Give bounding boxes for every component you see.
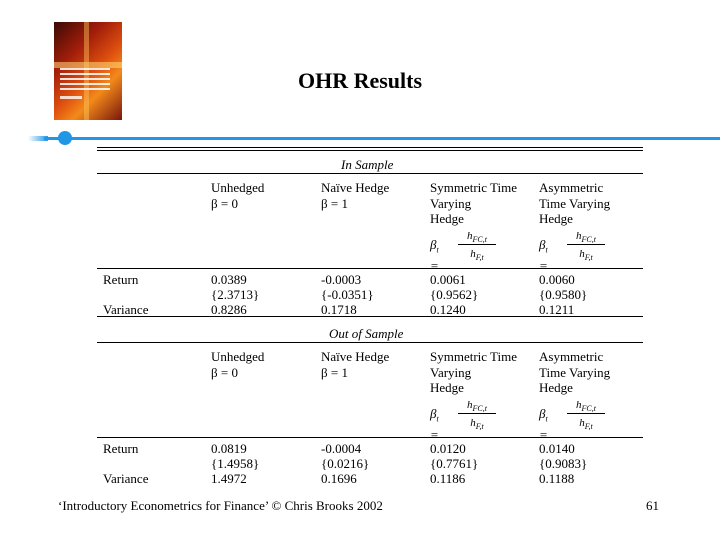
in-sample-bottom-rule: [97, 316, 643, 317]
page-number: 61: [646, 498, 659, 513]
cell: {-0.0351}: [321, 287, 374, 302]
title-rule: [44, 137, 720, 140]
cell: {2.3713}: [211, 287, 260, 302]
header-symmetric-2: Varying: [430, 365, 472, 380]
cell: -0.0004: [321, 441, 362, 456]
cell: {0.7761}: [430, 456, 479, 471]
cell: 0.1718: [321, 302, 357, 317]
cell: {0.0216}: [321, 456, 370, 471]
cell: 0.0389: [211, 272, 247, 287]
out-of-sample-label: Out of Sample: [329, 326, 404, 341]
header-symmetric-2: Varying: [430, 196, 472, 211]
header-bottom-rule: [97, 268, 643, 269]
cell: 0.0140: [539, 441, 575, 456]
cell: 0.1240: [430, 302, 466, 317]
header-naive-beta: β = 1: [321, 365, 348, 380]
cell: {0.9580}: [539, 287, 588, 302]
header-naive: Naïve Hedge: [321, 180, 390, 195]
header-bottom-rule: [97, 437, 643, 438]
header-asymmetric-2: Time Varying: [539, 196, 611, 211]
cell: 0.0819: [211, 441, 247, 456]
cell: {0.9083}: [539, 456, 588, 471]
cell: -0.0003: [321, 272, 362, 287]
header-naive: Naïve Hedge: [321, 349, 390, 364]
book-cover-image: [54, 22, 122, 120]
cell: {1.4958}: [211, 456, 260, 471]
row-label-variance: Variance: [103, 471, 149, 486]
cell: 0.8286: [211, 302, 247, 317]
header-unhedged: Unhedged: [211, 349, 265, 364]
cell: 0.1696: [321, 471, 357, 486]
header-asymmetric-3: Hedge: [539, 211, 573, 226]
header-unhedged: Unhedged: [211, 180, 265, 195]
header-unhedged-beta: β = 0: [211, 365, 238, 380]
row-label-return: Return: [103, 441, 139, 456]
cell: 0.0061: [430, 272, 466, 287]
cell: 0.1211: [539, 302, 575, 317]
row-label-variance: Variance: [103, 302, 149, 317]
table-top-rule-2: [97, 150, 643, 151]
header-naive-beta: β = 1: [321, 196, 348, 211]
table-top-rule: [97, 147, 643, 148]
header-symmetric-3: Hedge: [430, 380, 464, 395]
header-asymmetric: Asymmetric: [539, 180, 604, 195]
cell: 0.1186: [430, 471, 466, 486]
slide-title: OHR Results: [297, 68, 423, 93]
cell: 0.0120: [430, 441, 466, 456]
cell: 1.4972: [211, 471, 247, 486]
cell: 0.0060: [539, 272, 575, 287]
header-asymmetric-3: Hedge: [539, 380, 573, 395]
section-rule: [97, 342, 643, 343]
header-asymmetric: Asymmetric: [539, 349, 604, 364]
header-unhedged-beta: β = 0: [211, 196, 238, 211]
footer-citation: ‘Introductory Econometrics for Finance’ © Chris Brooks 2002: [58, 498, 383, 513]
header-asymmetric-2: Time Varying: [539, 365, 611, 380]
cell: 0.1188: [539, 471, 575, 486]
in-sample-label: In Sample: [341, 157, 394, 172]
cell: {0.9562}: [430, 287, 479, 302]
header-symmetric: Symmetric Time: [430, 180, 518, 195]
header-symmetric: Symmetric Time: [430, 349, 518, 364]
header-symmetric-3: Hedge: [430, 211, 464, 226]
section-rule: [97, 173, 643, 174]
title-rule-dot: [58, 131, 72, 145]
row-label-return: Return: [103, 272, 139, 287]
